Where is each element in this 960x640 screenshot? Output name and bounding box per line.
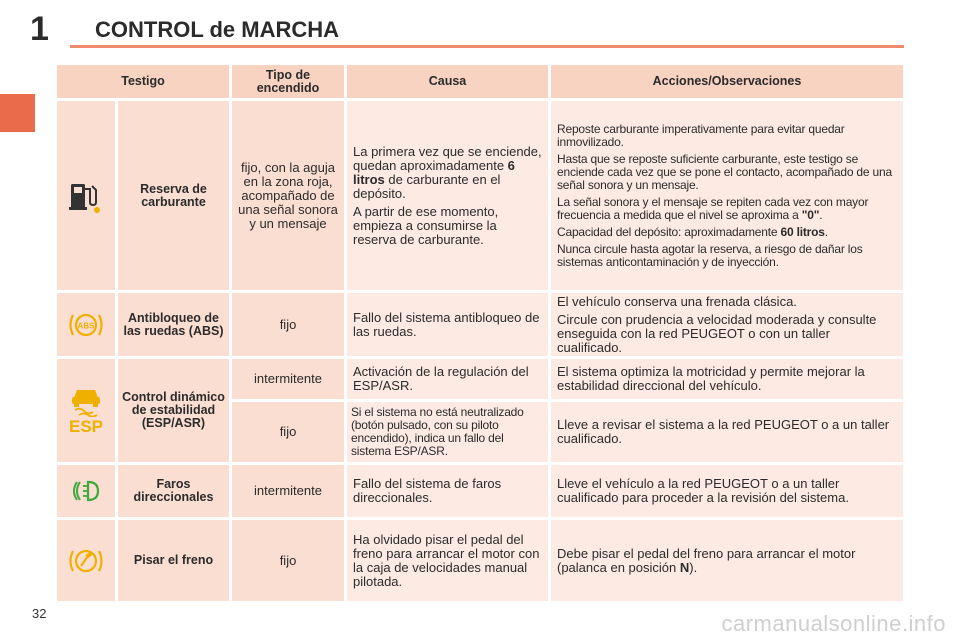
esp-cause-cell-2: Si el sistema no está neutralizado (botón pulsado, con su piloto encendido), indica un fallo del sistema ESP/ASR.: [347, 402, 548, 462]
headlamp-type-cell: intermitente: [232, 465, 344, 517]
esp-icon-label: ESP: [68, 416, 104, 436]
headlamp-cause-cell: Fallo del sistema de faros direccionales.: [347, 465, 548, 517]
fuel-action-text-3: La señal sonora y el mensaje se repiten cada vez con mayor frecuencia a medida que el nivel se aproxima a "0".: [557, 194, 869, 222]
brake-type-cell: fijo: [232, 520, 344, 601]
column-header-tipo: Tipo de encendido: [232, 65, 344, 98]
column-header-testigo: Testigo: [57, 65, 229, 98]
abs-icon: [66, 310, 106, 340]
fuel-cause-text-1: La primera vez que se enciende, quedan aproximadamente 6 litros de carburante en el depósito.: [353, 143, 542, 201]
chapter-number: 1: [30, 10, 49, 48]
esp-type-cell-2: fijo: [232, 402, 344, 462]
fuel-action-cell: [551, 101, 903, 290]
esp-name-cell: Control dinámico de estabilidad (ESP/ASR): [118, 359, 229, 462]
esp-action-cell-2: Lleve a revisar el sistema a la red PEUGEOT o a un taller cualificado.: [551, 402, 903, 462]
esp-cause-cell-1: Activación de la regulación del ESP/ASR.: [347, 359, 548, 399]
fuel-name-cell: Reserva de carburante: [118, 101, 229, 290]
abs-action-text-1: El vehículo conserva una frenada clásica.: [557, 293, 797, 309]
esp-icon-cell: [57, 359, 115, 462]
fuel-icon-cell: [57, 101, 115, 290]
esp-icon: [67, 387, 105, 417]
brake-icon-cell: [57, 520, 115, 601]
title-divider: [70, 45, 904, 48]
chapter-side-tab: [0, 94, 35, 132]
brake-action-cell: [551, 520, 903, 601]
brake-action-text: Debe pisar el pedal del freno para arrancar el motor (palanca en posición N).: [557, 545, 856, 575]
fuel-pump-icon: [66, 176, 106, 216]
esp-type-cell-1: intermitente: [232, 359, 344, 399]
headlamp-action-cell: Lleve el vehículo a la red PEUGEOT o a un taller cualificado para proceder a la revisión del sistema.: [551, 465, 903, 517]
abs-name-cell: Antibloqueo de las ruedas (ABS): [118, 293, 229, 356]
brake-name-cell: Pisar el freno: [118, 520, 229, 601]
esp-action-cell-1: El sistema optimiza la motricidad y permite mejorar la estabilidad direccional del vehículo.: [551, 359, 903, 399]
headlamp-icon: [68, 478, 104, 504]
abs-action-text-2: Circule con prudencia a velocidad moderada y consulte enseguida con la red PEUGEOT o con un taller cualificado.: [557, 311, 877, 355]
page-number: 32: [32, 606, 47, 621]
abs-icon-cell: [57, 293, 115, 356]
fuel-cause-text-2: A partir de ese momento, empieza a consumirse la reserva de carburante.: [353, 203, 499, 247]
column-header-causa: Causa: [347, 65, 548, 98]
fuel-action-text-1: Reposte carburante imperativamente para evitar quedar inmovilizado.: [557, 121, 845, 149]
brake-cause-cell: Ha olvidado pisar el pedal del freno para arrancar el motor con la caja de velocidades manual pilotada.: [347, 520, 548, 601]
brake-pedal-icon: [66, 546, 106, 576]
fuel-action-text-2: Hasta que se reposte suficiente carburante, este testigo se enciende cada vez que se pone el contacto, acompañado de una señal sonora y un mensaje.: [557, 151, 892, 192]
fuel-cause-cell: [347, 101, 548, 290]
abs-type-cell: fijo: [232, 293, 344, 356]
fuel-action-text-5: Nunca circule hasta agotar la reserva, a riesgo de dañar los sistemas anticontaminación y de inyección.: [557, 241, 863, 269]
page-title: CONTROL de MARCHA: [95, 17, 340, 42]
fuel-type-cell: fijo, con la aguja en la zona roja, acompañado de una señal sonora y un mensaje: [232, 101, 344, 290]
fuel-action-text-4: Capacidad del depósito: aproximadamente 60 litros.: [557, 224, 828, 239]
headlamp-name-cell: Faros direccionales: [118, 465, 229, 517]
column-header-acciones: Acciones/Observaciones: [551, 65, 903, 98]
headlamp-icon-cell: [57, 465, 115, 517]
svg-text:ABS: ABS: [77, 321, 95, 330]
abs-cause-cell: Fallo del sistema antibloqueo de las ruedas.: [347, 293, 548, 356]
watermark: carmanualsonline.info: [721, 611, 946, 636]
abs-action-cell: [551, 293, 903, 356]
